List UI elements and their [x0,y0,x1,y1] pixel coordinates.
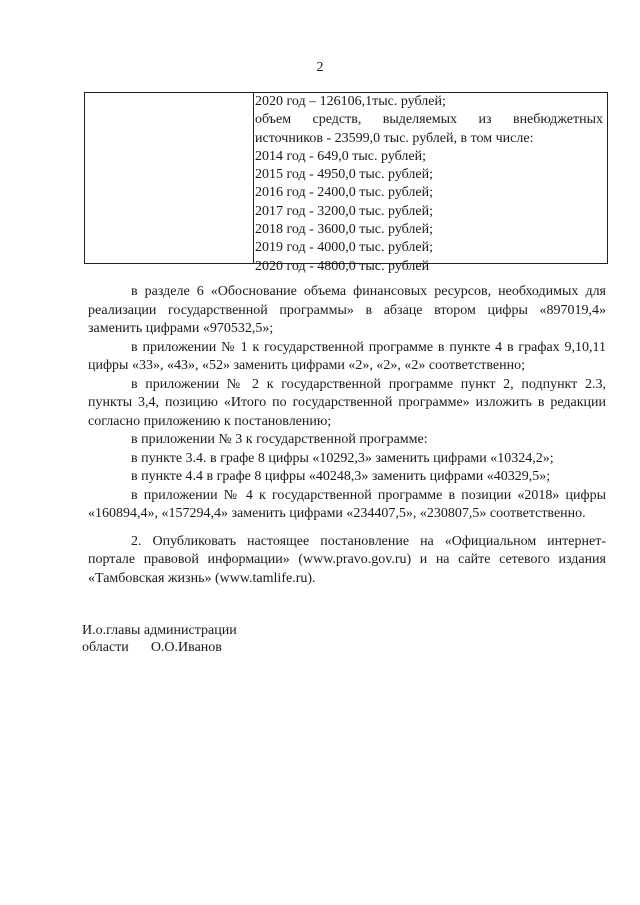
paragraph-appendix4: в приложении № 4 к государственной программе в позиции «2018» цифры «160894,4», «157294,4» заменить цифрами «234407,5», «230807,5» соответственно. [88,487,606,521]
table-line: 2018 год - 3600,0 тыс. рублей; [255,222,434,238]
table-line: 2015 год - 4950,0 тыс. рублей; [255,167,434,183]
paragraph-appendix3: в приложении № 3 к государственной программе: [131,432,428,447]
paragraph-point-3-4: в пункте 3.4. в графе 8 цифры «10292,3» заменить цифрами «10324,2»; [131,450,554,466]
table-line: 2019 год - 4000,0 тыс. рублей; [255,240,434,256]
paragraph-point-4-4: в пункте 4.4 в графе 8 цифры «40248,3» заменить цифрами «40329,5»; [131,469,551,484]
table-left-cell [85,93,254,263]
table-line: 2014 год - 649,0 тыс. рублей; [255,148,427,164]
paragraph-appendix1: в приложении № 1 к государственной программе в пункте 4 в графах 9,10,11 цифры «33», «43», «52» заменить цифрами «2», «2», «2» соответственно; [88,339,606,373]
paragraph-item-2: 2. Опубликовать настоящее постановление на «Официальном интернет-портале правовой информации» (www.pravo.gov.ru) и на сайте сетевого издания «Тамбовская жизнь» (www.tamlife.ru). [88,533,606,586]
table-line: 2016 год - 2400,0 тыс. рублей; [255,185,434,201]
signature-block [82,622,237,656]
funding-table [84,92,608,274]
table-right-cell [255,93,603,276]
table-line: 2020 год - 4800,0 тыс. рублей [255,258,430,274]
page-number: 2 [316,60,324,75]
table-line: объем средств, выделяемых из внебюджетных [255,112,603,128]
paragraph-appendix2: в приложении № 2 к государственной программе пункт 2, подпункт 2.3, пункты 3,4, позицию «Итого по государственной программе» изложить в редакции согласно приложению к постановлению; [88,376,606,429]
table-line: 2017 год - 3200,0 тыс. рублей; [255,203,434,219]
signature-region: области [82,640,129,655]
signature-title: И.о.главы администрации [82,623,237,638]
table-line: 2020 год – 126106,1тыс. рублей; [255,94,446,109]
signatory-name: О.О.Иванов [150,640,222,655]
paragraph-section6: в разделе 6 «Обоснование объема финансовых ресурсов, необходимых для реализации государственной программы» в абзаце втором цифры «897019,4» заменить цифрами «970532,5»; [88,284,606,336]
table-line: источников - 23599,0 тыс. рублей, в том числе: [255,130,534,146]
document-body [88,283,606,588]
